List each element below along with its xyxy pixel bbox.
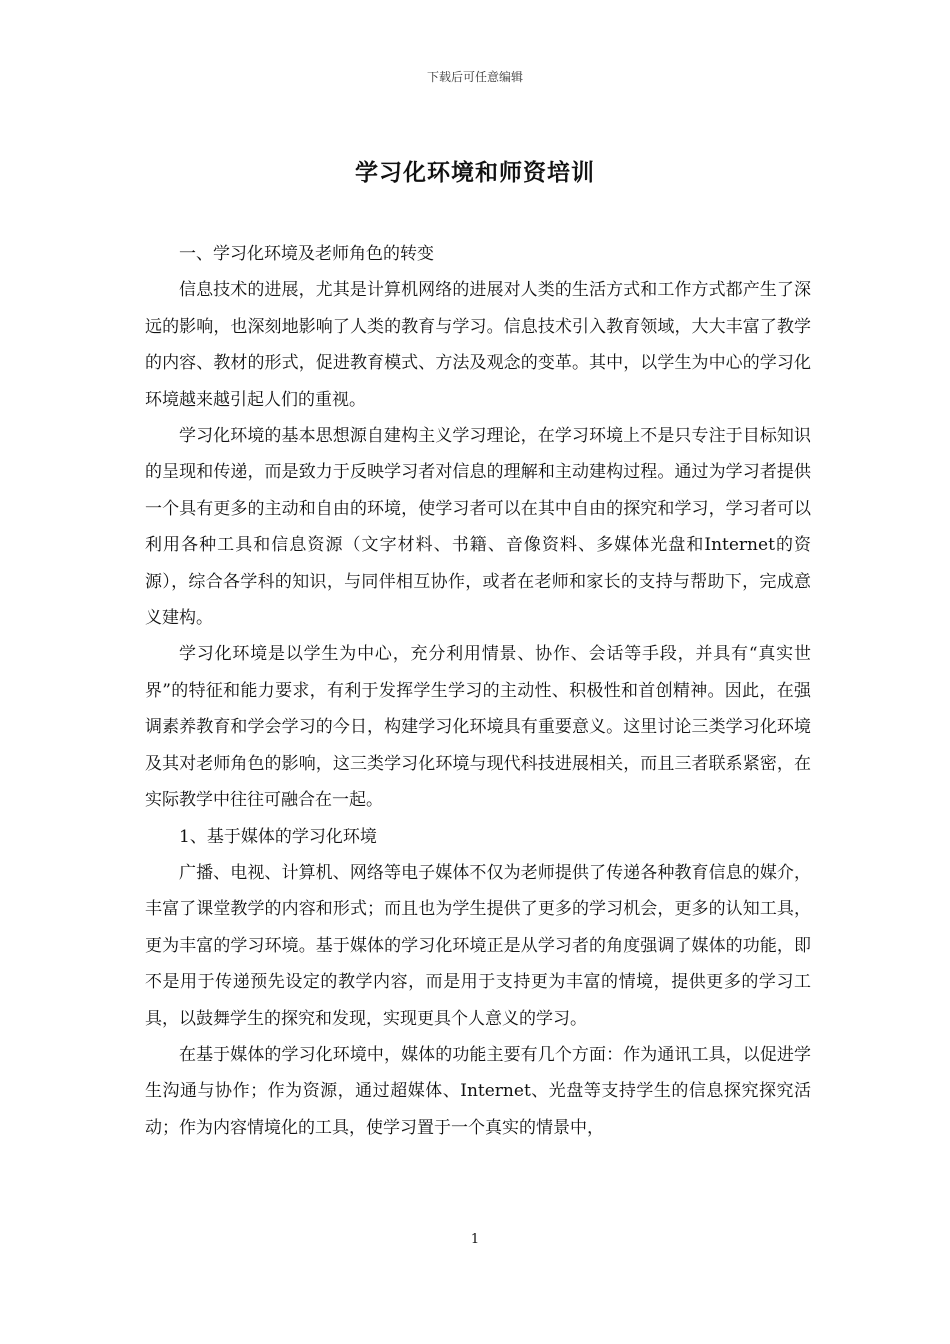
body-paragraph: 信息技术的进展，尤其是计算机网络的进展对人类的生活方式和工作方式都产生了深远的影响，也深刻地影响了人类的教育与学习。信息技术引入教育领域，大大丰富了教学的内容、教材的形式，促进教育模式、方法及观念的变革。其中，以学生为中心的学习化环境越来越引起人们的重视。 bbox=[145, 280, 811, 410]
subsection-heading: 1、基于媒体的学习化环境 bbox=[179, 826, 377, 847]
document-title: 学习化环境和师资培训 bbox=[355, 159, 595, 186]
document-body bbox=[145, 236, 811, 1146]
page-number: 1 bbox=[470, 1232, 480, 1247]
body-paragraph: 学习化环境的基本思想源自建构主义学习理论，在学习环境上不是只专注于目标知识的呈现和传递，而是致力于反映学习者对信息的理解和主动建构过程。通过为学习者提供一个具有更多的主动和自由的环境，使学习者可以在其中自由的探究和学习，学习者可以利用各种工具和信息资源（文字材料、书籍、音像资料、多媒体光盘和Internet的资源），综合各学科的知识，与同伴相互协作，或者在老师和家长的支持与帮助下，完成意义建构。 bbox=[145, 426, 811, 629]
body-paragraph: 在基于媒体的学习化环境中，媒体的功能主要有几个方面：作为通讯工具，以促进学生沟通与协作；作为资源，通过超媒体、Internet、光盘等支持学生的信息探究探究活动；作为内容情境化的工具，使学习置于一个真实的情景中， bbox=[145, 1044, 811, 1138]
section-heading: 一、学习化环境及老师角色的转变 bbox=[179, 244, 434, 264]
body-paragraph: 学习化环境是以学生为中心，充分利用情景、协作、会话等手段，并具有“真实世界”的特征和能力要求，有利于发挥学生学习的主动性、积极性和首创精神。因此，在强调素养教育和学会学习的今日，构建学习化环境具有重要意义。这里讨论三类学习化环境及其对老师角色的影响，这三类学习化环境与现代科技进展相关，而且三者联系紧密，在实际教学中往往可融合在一起。 bbox=[145, 644, 811, 811]
page-header-note: 下载后可任意编辑 bbox=[426, 70, 523, 84]
body-paragraph: 广播、电视、计算机、网络等电子媒体不仅为老师提供了传递各种教育信息的媒介，丰富了课堂教学的内容和形式；而且也为学生提供了更多的学习机会，更多的认知工具，更为丰富的学习环境。基于媒体的学习化环境正是从学习者的角度强调了媒体的功能，即不是用于传递预先设定的教学内容，而是用于支持更为丰富的情境，提供更多的学习工具，以鼓舞学生的探究和发现，实现更具个人意义的学习。 bbox=[145, 862, 811, 1029]
